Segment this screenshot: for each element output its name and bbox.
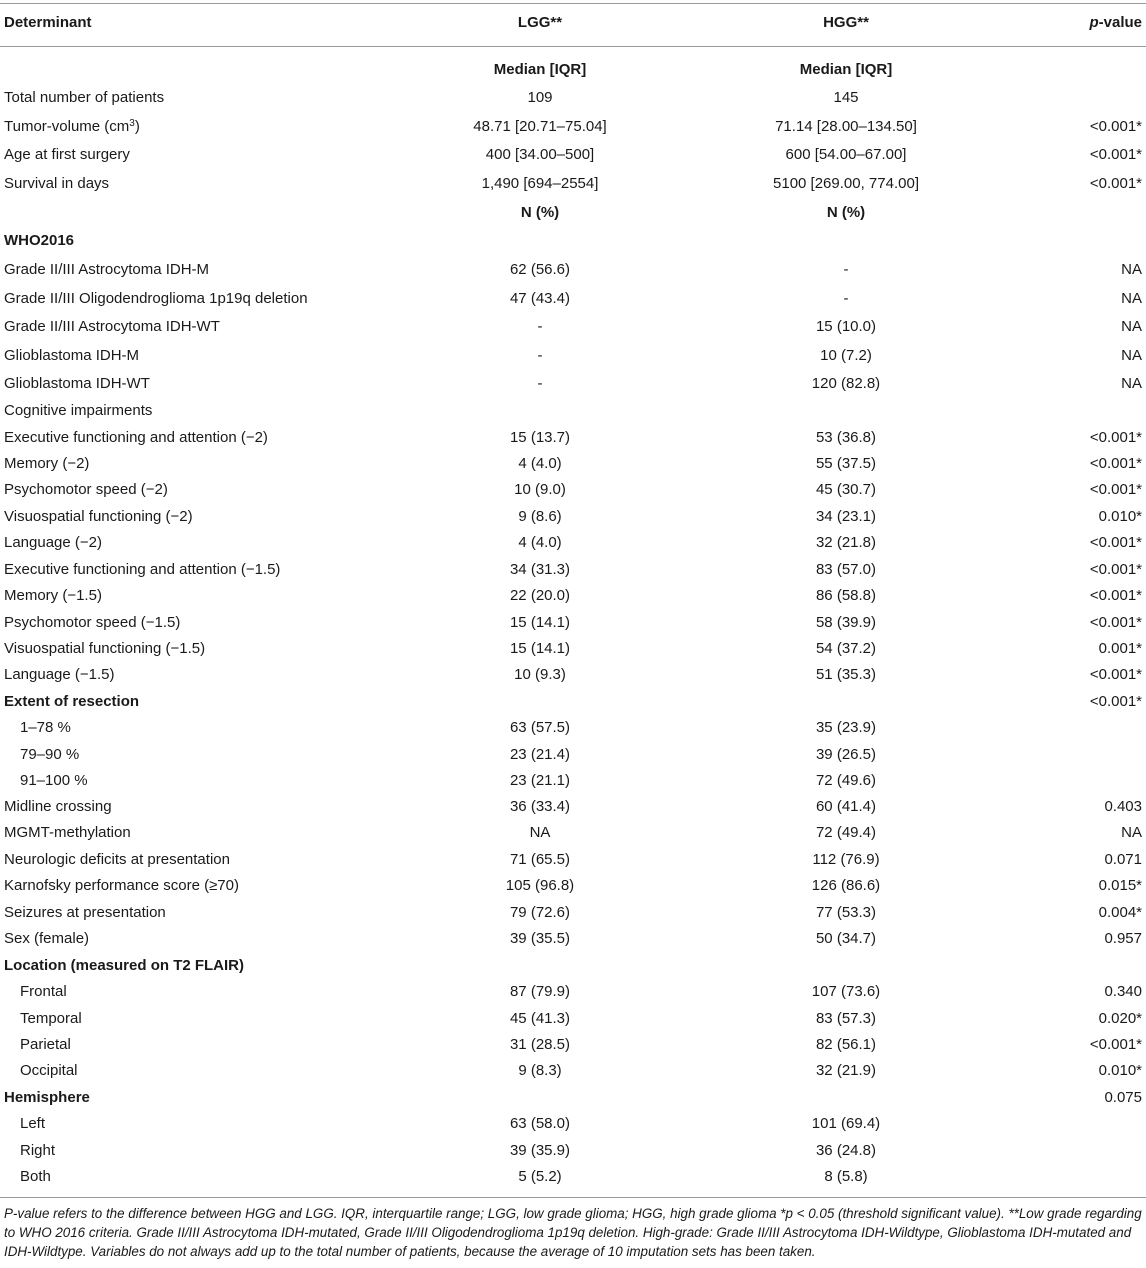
table-row [0, 85, 1146, 111]
section-header-row [0, 398, 1146, 424]
row-label: Executive functioning and attention (−1.5) [4, 561, 281, 578]
bottom-rule [0, 1197, 1146, 1198]
section-header-row [0, 953, 1146, 979]
table-row [0, 900, 1146, 926]
row-hgg: 107 (73.6) [811, 983, 881, 1000]
table-row [0, 1111, 1146, 1137]
table-row [0, 425, 1146, 451]
row-hgg: 34 (23.1) [815, 508, 877, 525]
row-lgg: 15 (13.7) [509, 429, 571, 446]
row-lgg: 34 (31.3) [509, 561, 571, 578]
row-hgg: 55 (37.5) [815, 455, 877, 472]
row-hgg: 50 (34.7) [815, 930, 877, 947]
row-lgg: 400 [34.00–500] [485, 146, 595, 163]
row-hgg: 32 (21.9) [815, 1062, 877, 1079]
row-lgg: 63 (58.0) [509, 1115, 571, 1132]
row-pvalue: 0.010* [1098, 1062, 1142, 1079]
section-title-cognitive: Cognitive impairments [4, 402, 153, 419]
table-row [0, 371, 1146, 397]
n-header-lgg: N (%) [520, 204, 560, 221]
table-row [0, 530, 1146, 556]
row-lgg: 31 (28.5) [509, 1036, 571, 1053]
section-header-row [0, 228, 1146, 254]
top-rule [0, 3, 1146, 4]
table-row [0, 142, 1146, 168]
row-lgg: 15 (14.1) [509, 614, 571, 631]
row-pvalue: <0.001* [1089, 455, 1142, 472]
section-header-row [0, 1085, 1146, 1111]
section-header-row [0, 689, 1146, 715]
table-row [0, 1058, 1146, 1084]
row-pvalue: <0.001* [1089, 614, 1142, 631]
row-hgg: 10 (7.2) [820, 347, 872, 364]
row-label: Age at first surgery [4, 146, 130, 163]
section-pvalue: 0.075 [1104, 1089, 1142, 1106]
row-hgg: - [843, 290, 849, 307]
section-title-location: Location (measured on T2 FLAIR) [4, 957, 245, 974]
row-pvalue: NA [1121, 290, 1142, 307]
row-label: 79–90 % [20, 746, 80, 763]
row-label: Language (−2) [4, 534, 102, 551]
row-label: Frontal [20, 983, 67, 1000]
row-label: MGMT-methylation [4, 824, 131, 841]
row-hgg: 600 [54.00–67.00] [785, 146, 907, 163]
row-hgg: 39 (26.5) [815, 746, 877, 763]
row-label: Glioblastoma IDH-M [4, 347, 140, 364]
row-label: 1–78 % [20, 719, 71, 736]
row-pvalue: 0.071 [1104, 851, 1142, 868]
row-pvalue: 0.020* [1098, 1010, 1142, 1027]
table-row [0, 171, 1146, 197]
row-pvalue: 0.340 [1104, 983, 1142, 1000]
row-pvalue: NA [1121, 318, 1142, 335]
header-determinant: Determinant [4, 14, 92, 31]
row-pvalue: <0.001* [1089, 534, 1142, 551]
header-lgg: LGG** [517, 14, 563, 31]
header-pvalue-rest: -value [1098, 14, 1142, 31]
table-row [0, 583, 1146, 609]
row-lgg: 22 (20.0) [509, 587, 571, 604]
table-row [0, 768, 1146, 794]
header-hgg: HGG** [823, 14, 869, 31]
row-hgg: 45 (30.7) [815, 481, 877, 498]
row-hgg: 58 (39.9) [815, 614, 877, 631]
row-label: Grade II/III Astrocytoma IDH-WT [4, 318, 220, 335]
row-pvalue: 0.957 [1104, 930, 1142, 947]
table-row [0, 715, 1146, 741]
row-label: Midline crossing [4, 798, 112, 815]
row-lgg: 9 (8.6) [518, 508, 562, 525]
row-lgg: 23 (21.4) [509, 746, 571, 763]
row-label: Left [20, 1115, 46, 1132]
row-lgg: 4 (4.0) [518, 455, 562, 472]
row-hgg: 32 (21.8) [815, 534, 877, 551]
table-row [0, 114, 1146, 140]
section-title-hemisphere: Hemisphere [4, 1089, 90, 1106]
table-row [0, 451, 1146, 477]
row-lgg: NA [529, 824, 551, 841]
row-pvalue: 0.015* [1098, 877, 1142, 894]
row-label: 91–100 % [20, 772, 88, 789]
row-hgg: 112 (76.9) [812, 851, 880, 868]
row-label: Psychomotor speed (−2) [4, 481, 168, 498]
row-lgg: 4 (4.0) [518, 534, 562, 551]
row-pvalue: <0.001* [1089, 1036, 1142, 1053]
row-lgg: 5 (5.2) [518, 1168, 562, 1185]
row-label: Memory (−1.5) [4, 587, 102, 604]
row-label: Seizures at presentation [4, 904, 166, 921]
row-lgg: 105 (96.8) [505, 877, 575, 894]
row-label: Grade II/III Astrocytoma IDH-M [4, 261, 210, 278]
row-hgg: 83 (57.0) [815, 561, 877, 578]
row-label: Sex (female) [4, 930, 90, 947]
n-subheader-row [0, 200, 1146, 226]
table-row [0, 1006, 1146, 1032]
row-label: Visuospatial functioning (−2) [4, 508, 193, 525]
row-hgg: 126 (86.6) [811, 877, 881, 894]
row-lgg: 36 (33.4) [509, 798, 571, 815]
table-row [0, 610, 1146, 636]
row-pvalue: 0.004* [1098, 904, 1142, 921]
row-hgg: 53 (36.8) [815, 429, 877, 446]
row-hgg: 60 (41.4) [815, 798, 877, 815]
section-title-extent-of-resection: Extent of resection [4, 693, 140, 710]
row-pvalue: 0.001* [1098, 640, 1142, 657]
row-label-superscript: 3 [129, 118, 135, 129]
row-hgg: 82 (56.1) [815, 1036, 877, 1053]
row-label: Glioblastoma IDH-WT [4, 375, 150, 392]
row-label: Parietal [20, 1036, 71, 1053]
table-row [0, 742, 1146, 768]
row-pvalue: NA [1121, 824, 1142, 841]
table-header-row [0, 10, 1146, 36]
table-row [0, 1138, 1146, 1164]
header-pvalue-p: p [1089, 14, 1099, 31]
table-row [0, 1164, 1146, 1190]
table-row [0, 477, 1146, 503]
row-lgg: 39 (35.5) [509, 930, 571, 947]
row-label: Total number of patients [4, 89, 165, 106]
table-row [0, 636, 1146, 662]
row-hgg: 51 (35.3) [815, 666, 877, 683]
table-row [0, 926, 1146, 952]
row-lgg: 1,490 [694–2554] [481, 175, 599, 192]
table-row [0, 820, 1146, 846]
row-lgg: 87 (79.9) [509, 983, 571, 1000]
table-footnote: P-value refers to the difference between HGG and LGG. IQR, interquartile range; LGG, low grade glioma; HGG, high grade glioma *p < 0.05 (threshold significant value). **Low grade regarding to WHO 2016 criteria. Grade II/III Astrocytoma IDH-mutated, Grade II/III Oligodendroglioma 1p19q deletion. High-grade: Grade II/III Astrocytoma IDH-Wildtype, Glioblastoma IDH-mutated and IDH-Wildtype. Variables do not always add up to the total number of patients, because the average of 10 imputation sets has been taken. [4, 1206, 1142, 1259]
section-pvalue: <0.001* [1089, 693, 1142, 710]
table-row [0, 662, 1146, 688]
row-hgg: - [843, 261, 849, 278]
row-hgg: 77 (53.3) [815, 904, 877, 921]
row-label: Karnofsky performance score (≥70) [4, 877, 239, 894]
row-label: Right [20, 1142, 56, 1159]
row-pvalue: 0.403 [1104, 798, 1142, 815]
row-lgg: 10 (9.3) [514, 666, 566, 683]
row-pvalue: <0.001* [1089, 481, 1142, 498]
row-pvalue: NA [1121, 375, 1142, 392]
row-label: Executive functioning and attention (−2) [4, 429, 268, 446]
row-lgg: 62 (56.6) [509, 261, 571, 278]
row-hgg: 54 (37.2) [815, 640, 877, 657]
row-hgg: 101 (69.4) [811, 1115, 881, 1132]
table-row [0, 1032, 1146, 1058]
row-pvalue: NA [1121, 347, 1142, 364]
header-pvalue [1089, 10, 1142, 36]
row-hgg: 5100 [269.00, 774.00] [773, 175, 919, 192]
row-pvalue: <0.001* [1089, 429, 1142, 446]
row-lgg: 109 [527, 89, 553, 106]
row-lgg: 9 (8.3) [518, 1062, 562, 1079]
row-pvalue: <0.001* [1089, 666, 1142, 683]
row-hgg: 72 (49.6) [815, 772, 877, 789]
table-row [0, 847, 1146, 873]
row-hgg: 72 (49.4) [815, 824, 877, 841]
row-hgg: 71.14 [28.00–134.50] [775, 118, 917, 135]
row-label: Grade II/III Oligodendroglioma 1p19q deletion [4, 290, 308, 307]
row-label: Psychomotor speed (−1.5) [4, 614, 181, 631]
row-lgg: 47 (43.4) [509, 290, 571, 307]
table-row [0, 343, 1146, 369]
row-label: Temporal [20, 1010, 82, 1027]
row-pvalue: <0.001* [1089, 118, 1142, 135]
row-hgg: 120 (82.8) [811, 375, 881, 392]
row-pvalue: <0.001* [1089, 587, 1142, 604]
row-lgg: 71 (65.5) [509, 851, 571, 868]
row-label: Survival in days [4, 175, 110, 192]
row-label: Visuospatial functioning (−1.5) [4, 640, 206, 657]
row-hgg: 35 (23.9) [815, 719, 877, 736]
row-lgg: 45 (41.3) [509, 1010, 571, 1027]
table-row [0, 794, 1146, 820]
row-label: Language (−1.5) [4, 666, 115, 683]
section-title-who2016: WHO2016 [4, 232, 75, 249]
table-row [0, 873, 1146, 899]
header-rule [0, 46, 1146, 47]
row-label-suffix: ) [134, 118, 140, 135]
row-lgg: 79 (72.6) [509, 904, 571, 921]
row-lgg: 23 (21.1) [509, 772, 571, 789]
row-lgg: - [537, 375, 543, 392]
row-label-tumor-volume [4, 114, 140, 140]
row-lgg: 39 (35.9) [509, 1142, 571, 1159]
row-lgg: - [537, 318, 543, 335]
row-pvalue: <0.001* [1089, 175, 1142, 192]
row-hgg: 15 (10.0) [815, 318, 877, 335]
row-lgg: 15 (14.1) [509, 640, 571, 657]
median-header-hgg: Median [IQR] [799, 61, 893, 78]
row-label: Tumor-volume (cm [4, 118, 130, 135]
row-lgg: 10 (9.0) [514, 481, 566, 498]
n-header-hgg: N (%) [826, 204, 866, 221]
row-label: Memory (−2) [4, 455, 90, 472]
row-lgg: 63 (57.5) [509, 719, 571, 736]
table-row [0, 557, 1146, 583]
row-pvalue: <0.001* [1089, 146, 1142, 163]
table-row [0, 979, 1146, 1005]
row-hgg: 145 [833, 89, 859, 106]
row-hgg: 8 (5.8) [824, 1168, 868, 1185]
row-hgg: 36 (24.8) [815, 1142, 877, 1159]
table-row [0, 314, 1146, 340]
row-lgg: 48.71 [20.71–75.04] [473, 118, 607, 135]
row-pvalue: NA [1121, 261, 1142, 278]
row-lgg: - [537, 347, 543, 364]
row-pvalue: <0.001* [1089, 561, 1142, 578]
row-label: Neurologic deficits at presentation [4, 851, 230, 868]
median-subheader-row [0, 57, 1146, 83]
row-hgg: 86 (58.8) [815, 587, 877, 604]
table-row [0, 257, 1146, 283]
row-label: Both [20, 1168, 51, 1185]
row-label: Occipital [20, 1062, 78, 1079]
row-hgg: 83 (57.3) [815, 1010, 877, 1027]
median-header-lgg: Median [IQR] [493, 61, 587, 78]
row-pvalue: 0.010* [1098, 508, 1142, 525]
table-row [0, 504, 1146, 530]
table-row [0, 286, 1146, 312]
